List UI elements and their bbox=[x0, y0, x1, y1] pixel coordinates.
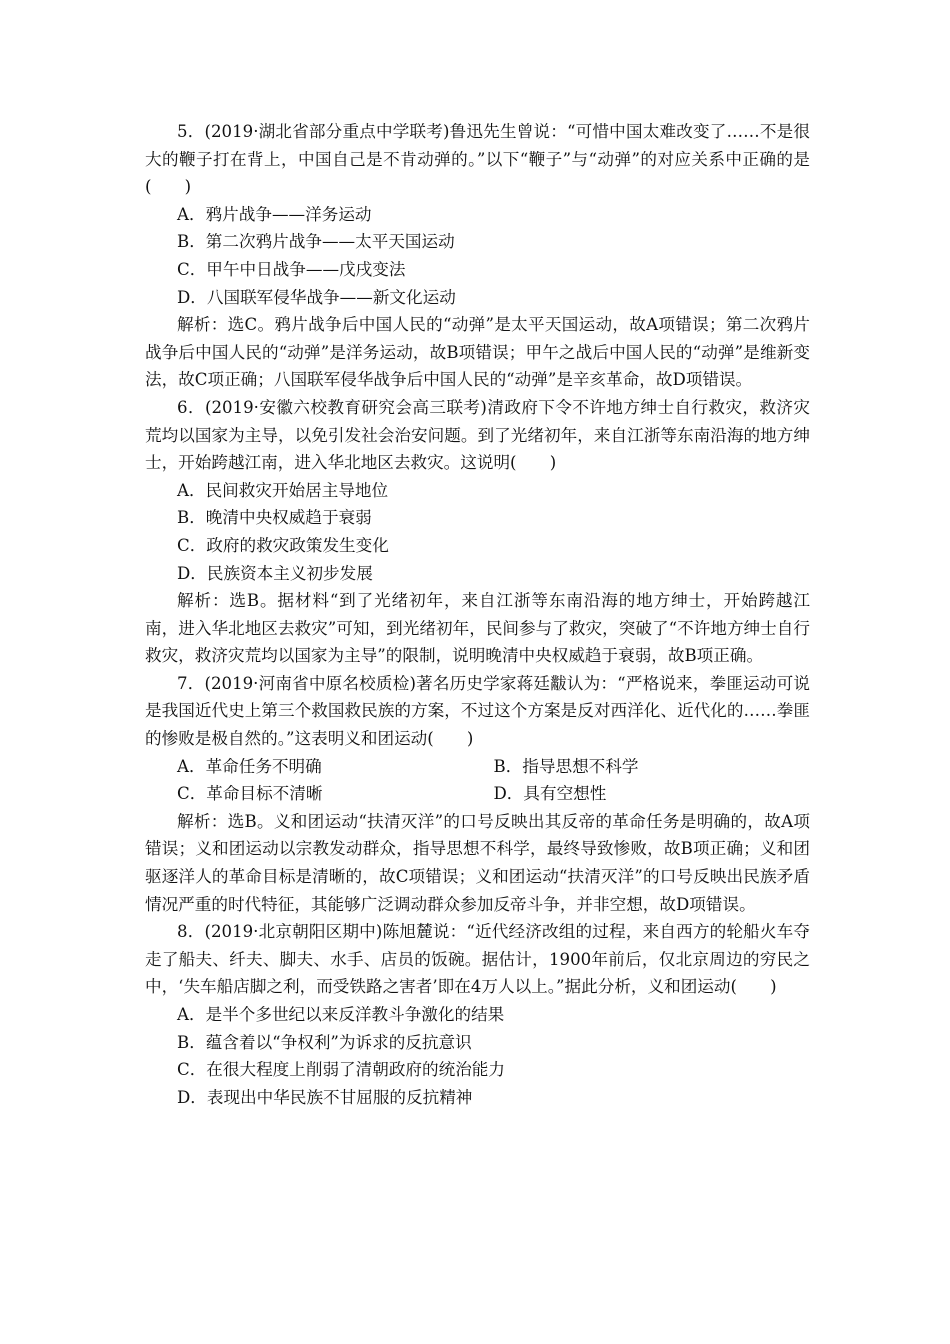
question-7 bbox=[145, 670, 810, 918]
question-stem: 8．(2019·北京朝阳区期中)陈旭麓说：“近代经济改组的过程，来自西方的轮船火车夺走了船夫、纤夫、脚夫、水手、店员的饭碗。据估计，1900年前后，仅北京周边的穷民之中，‘失车船店脚之利，而受铁路之害者’即在4万人以上。”据此分析，义和团运动( ) bbox=[145, 922, 810, 997]
question-8 bbox=[145, 918, 810, 1111]
options-row-1 bbox=[145, 753, 810, 781]
question-stem: 5．(2019·湖北省部分重点中学联考)鲁迅先生曾说：“可惜中国太难改变了……不是很大的鞭子打在背上，中国自己是不肯动弹的。”以下“鞭子”与“动弹”的对应关系中正确的是( ) bbox=[145, 122, 810, 197]
answer-analysis: 解析：选C。鸦片战争后中国人民的“动弹”是太平天国运动，故A项错误；第二次鸦片战争后中国人民的“动弹”是洋务运动，故B项错误；甲午之战后中国人民的“动弹”是维新变法，故C项正确；八国联军侵华战争后中国人民的“动弹”是辛亥革命，故D项错误。 bbox=[145, 315, 810, 390]
option-c: C．政府的救灾政策发生变化 bbox=[177, 535, 389, 555]
option-d: D．民族资本主义初步发展 bbox=[177, 563, 373, 583]
option-b: B．蕴含着以“争权利”为诉求的反抗意识 bbox=[177, 1032, 472, 1052]
question-stem: 6．(2019·安徽六校教育研究会高三联考)清政府下令不许地方绅士自行救灾，救济灾荒均以国家为主导，以免引发社会治安问题。到了光绪初年，来自江浙等东南沿海的地方绅士，开始跨越江南，进入华北地区去救灾。这说明( ) bbox=[145, 397, 810, 473]
option-a: A．民间救灾开始居主导地位 bbox=[177, 480, 389, 500]
option-c: C．甲午中日战争——戊戌变法 bbox=[177, 259, 406, 279]
answer-analysis: 解析：选B。据材料“到了光绪初年，来自江浙等东南沿海的地方绅士，开始跨越江南，进入华北地区去救灾”可知，到光绪初年，民间参与了救灾，突破了“不许地方绅士自行救灾，救济灾荒均以国家为主导”的限制，说明晚清中央权威趋于衰弱，故B项正确。 bbox=[145, 591, 810, 666]
answer-analysis: 解析：选B。义和团运动“扶清灭洋”的口号反映出其反帝的革命任务是明确的，故A项错误；义和团运动以宗教发动群众，指导思想不科学，最终导致惨败，故B项正确；义和团驱逐洋人的革命目标是清晰的，故C项错误；义和团运动“扶清灭洋”的口号反映出民族矛盾情况严重的时代特征，其能够广泛调动群众参加反帝斗争，并非空想，故D项错误。 bbox=[145, 811, 810, 914]
option-b: B．第二次鸦片战争——太平天国运动 bbox=[177, 232, 455, 252]
options-row-2 bbox=[145, 780, 810, 808]
option-d: D．表现出中华民族不甘屈服的反抗精神 bbox=[177, 1087, 473, 1107]
option-a: A．革命任务不明确 bbox=[177, 756, 322, 776]
question-5 bbox=[145, 118, 810, 394]
option-b: B．晚清中央权威趋于衰弱 bbox=[177, 508, 372, 528]
question-stem: 7．(2019·河南省中原名校质检)著名历史学家蒋廷黻认为：“严格说来，拳匪运动可说是我国近代史上第三个救国救民族的方案，不过这个方案是反对西洋化、近代化的……拳匪的惨败是极自然的。”这表明义和团运动( ) bbox=[145, 673, 810, 749]
option-c: C．在很大程度上削弱了清朝政府的统治能力 bbox=[177, 1060, 505, 1080]
exam-content bbox=[145, 118, 810, 1111]
option-a: A．鸦片战争——洋务运动 bbox=[177, 204, 372, 224]
option-c: C．革命目标不清晰 bbox=[177, 784, 323, 804]
option-d: D．具有空想性 bbox=[493, 784, 607, 804]
option-d: D．八国联军侵华战争——新文化运动 bbox=[177, 287, 456, 307]
option-a: A．是半个多世纪以来反洋教斗争激化的结果 bbox=[177, 1005, 505, 1024]
option-b: B．指导思想不科学 bbox=[493, 756, 639, 776]
question-6 bbox=[145, 394, 810, 670]
